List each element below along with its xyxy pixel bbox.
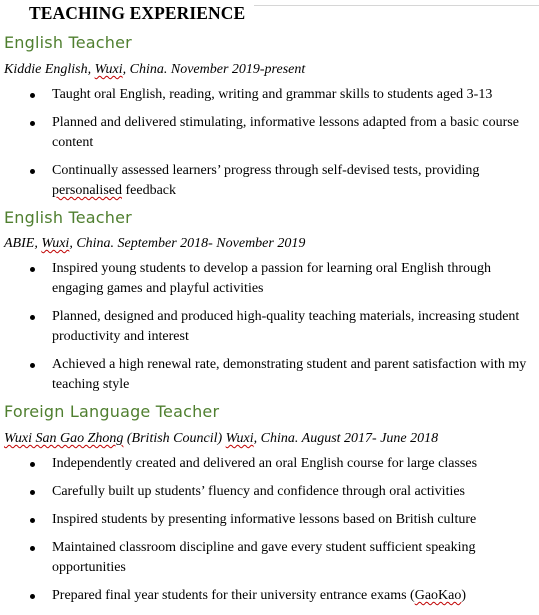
employer: (British Council) [123,431,226,446]
bullet-text: ) [461,588,467,603]
job-dates: , China. November 2019-present [122,62,306,77]
bullet-dot [30,518,35,523]
list-item [0,510,539,530]
bullet-text: Planned, designed and produced high-quality teaching materials, increasing student productivity and interest [52,309,520,344]
job-title-1: English Teacher [4,33,132,52]
list-item [0,355,539,395]
bullet-text: Prepared final year students for their university entrance exams ( [52,588,415,603]
bullet-text: Independently created and delivered an oral English course for large classes [52,456,478,471]
spellcheck-word: Wuxi San Gao Zhong [4,431,124,446]
bullet-dot [30,546,35,551]
spellcheck-word: GaoKao [414,588,462,603]
list-item [0,307,539,347]
bullet-text: Maintained classroom discipline and gave every student sufficient speaking opportunities [52,540,476,575]
employer: ABIE, [4,236,42,251]
list-item [0,586,539,606]
bullet-dot [30,315,35,320]
bullet-dot [30,363,35,368]
spellcheck-word: Wuxi [225,431,254,446]
bullet-list-1 [0,85,539,209]
job-meta-2 [4,236,305,252]
bullet-text: Planned and delivered stimulating, informative lessons adapted from a basic course content [52,115,519,150]
bullet-text: feedback [121,183,177,198]
bullet-text: Inspired young students to develop a passion for learning oral English through engaging games and playful activities [52,261,491,296]
job-title-2: English Teacher [4,208,132,227]
spellcheck-word: Wuxi [41,236,70,251]
list-item [0,538,539,578]
bullet-text: Inspired students by presenting informative lessons based on British culture [52,512,477,527]
bullet-list-3 [0,454,539,614]
list-item [0,85,539,105]
bullet-text: Carefully built up students’ fluency and confidence through oral activities [52,484,466,499]
job-meta-1 [4,62,305,78]
job-dates: , China. August 2017- June 2018 [253,431,439,446]
bullet-dot [30,93,35,98]
list-item [0,482,539,502]
list-item [0,259,539,299]
bullet-text: Achieved a high renewal rate, demonstrating student and parent satisfaction with my teaching style [52,357,527,392]
bullet-text: Taught oral English, reading, writing and grammar skills to students aged 3-13 [52,87,493,102]
bullet-dot [30,462,35,467]
list-item [0,454,539,474]
bullet-list-2 [0,259,539,403]
bullet-text: Continually assessed learners’ progress through self-devised tests, providing [52,163,480,178]
bullet-dot [30,121,35,126]
list-item [0,161,539,201]
job-meta-3 [4,431,438,447]
bullet-dot [30,267,35,272]
job-title-3: Foreign Language Teacher [4,402,220,421]
heading-rule [254,5,539,6]
section-heading: TEACHING EXPERIENCE [29,3,246,23]
spellcheck-word: personalised [52,183,122,198]
list-item [0,113,539,153]
bullet-dot [30,490,35,495]
job-dates: , China. September 2018- November 2019 [69,236,306,251]
bullet-dot [30,594,35,599]
bullet-dot [30,169,35,174]
spellcheck-word: Wuxi [94,62,123,77]
employer: Kiddie English, [4,62,95,77]
